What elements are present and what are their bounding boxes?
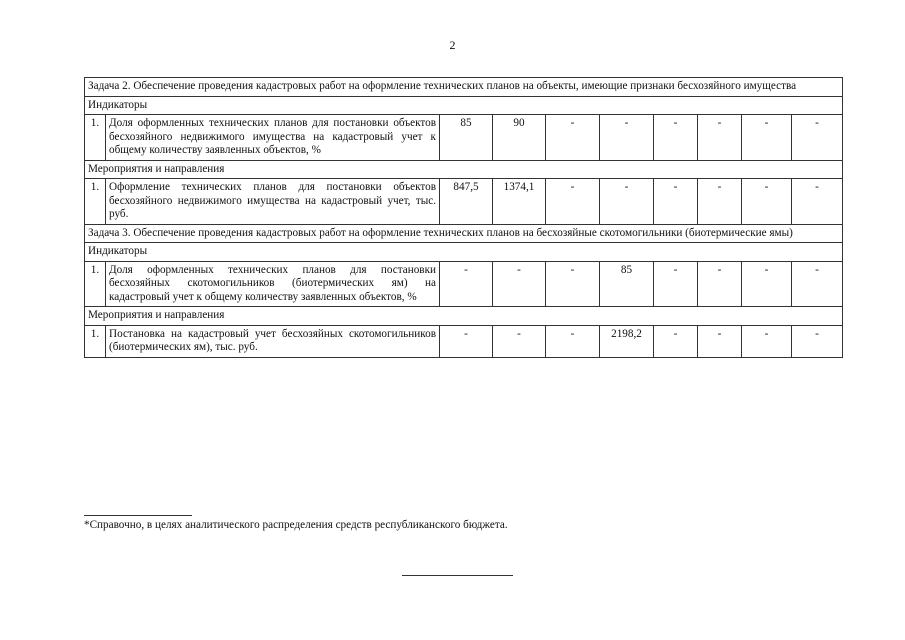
- page-number: 2: [449, 38, 456, 52]
- task-row: [85, 78, 843, 97]
- value-cell: -: [600, 179, 654, 225]
- task-title: Задача 2. Обеспечение проведения кадастровых работ на оформление технических планов на объекты, имеющие признаки бесхозяйного имущества: [85, 78, 843, 97]
- value-cell: 85: [440, 115, 493, 161]
- indicators-heading: Индикаторы: [85, 96, 843, 115]
- measure-text: Оформление технических планов для постановки объектов бесхозяйного недвижимого имущества на кадастровый учет, тыс. руб.: [106, 179, 440, 225]
- subsection-row: [85, 96, 843, 115]
- indicator-text: Доля оформленных технических планов для постановки объектов бесхозяйного недвижимого имущества на кадастровый учет к общему количеству заявленных объектов, %: [106, 115, 440, 161]
- table-row: [85, 179, 843, 225]
- indicator-text: Доля оформленных технических планов для постановки бесхозяйных скотомогильников (биотермических ям) на кадастровый учет к общему количеству заявленных объектов, %: [106, 261, 440, 307]
- measures-heading: Мероприятия и направления: [85, 307, 843, 326]
- value-cell: -: [440, 325, 493, 357]
- table-row: [85, 261, 843, 307]
- task-title: Задача 3. Обеспечение проведения кадастровых работ на оформление технических планов на бесхозяйные скотомогильники (биотермические ямы): [85, 224, 843, 243]
- row-number: 1.: [85, 179, 106, 225]
- row-number: 1.: [85, 325, 106, 357]
- measures-heading: Мероприятия и направления: [85, 160, 843, 179]
- value-cell: -: [654, 261, 698, 307]
- value-cell: 2198,2: [600, 325, 654, 357]
- value-cell: -: [654, 179, 698, 225]
- value-cell: -: [698, 325, 742, 357]
- value-cell: -: [792, 179, 843, 225]
- value-cell: -: [654, 325, 698, 357]
- value-cell: -: [792, 115, 843, 161]
- value-cell: -: [742, 261, 792, 307]
- footnote: *Справочно, в целях аналитического распределения средств республиканского бюджета.: [84, 519, 508, 531]
- value-cell: -: [792, 325, 843, 357]
- row-number: 1.: [85, 115, 106, 161]
- value-cell: -: [546, 179, 600, 225]
- value-cell: 90: [493, 115, 546, 161]
- program-table: [84, 77, 843, 358]
- value-cell: -: [742, 179, 792, 225]
- row-number: 1.: [85, 261, 106, 307]
- value-cell: 85: [600, 261, 654, 307]
- value-cell: -: [742, 325, 792, 357]
- value-cell: -: [600, 115, 654, 161]
- table-row: [85, 325, 843, 357]
- value-cell: -: [698, 261, 742, 307]
- value-cell: 847,5: [440, 179, 493, 225]
- value-cell: -: [698, 179, 742, 225]
- subsection-row: [85, 243, 843, 262]
- value-cell: -: [698, 115, 742, 161]
- value-cell: -: [440, 261, 493, 307]
- footnote-divider: [84, 515, 192, 516]
- value-cell: -: [792, 261, 843, 307]
- value-cell: -: [546, 115, 600, 161]
- value-cell: -: [742, 115, 792, 161]
- value-cell: 1374,1: [493, 179, 546, 225]
- value-cell: -: [546, 325, 600, 357]
- value-cell: -: [493, 261, 546, 307]
- value-cell: -: [493, 325, 546, 357]
- table-row: [85, 115, 843, 161]
- indicators-heading: Индикаторы: [85, 243, 843, 262]
- end-divider: [402, 575, 513, 576]
- task-row: [85, 224, 843, 243]
- value-cell: -: [654, 115, 698, 161]
- subsection-row: [85, 160, 843, 179]
- value-cell: -: [546, 261, 600, 307]
- subsection-row: [85, 307, 843, 326]
- measure-text: Постановка на кадастровый учет бесхозяйных скотомогильников (биотермических ям), тыс. руб.: [106, 325, 440, 357]
